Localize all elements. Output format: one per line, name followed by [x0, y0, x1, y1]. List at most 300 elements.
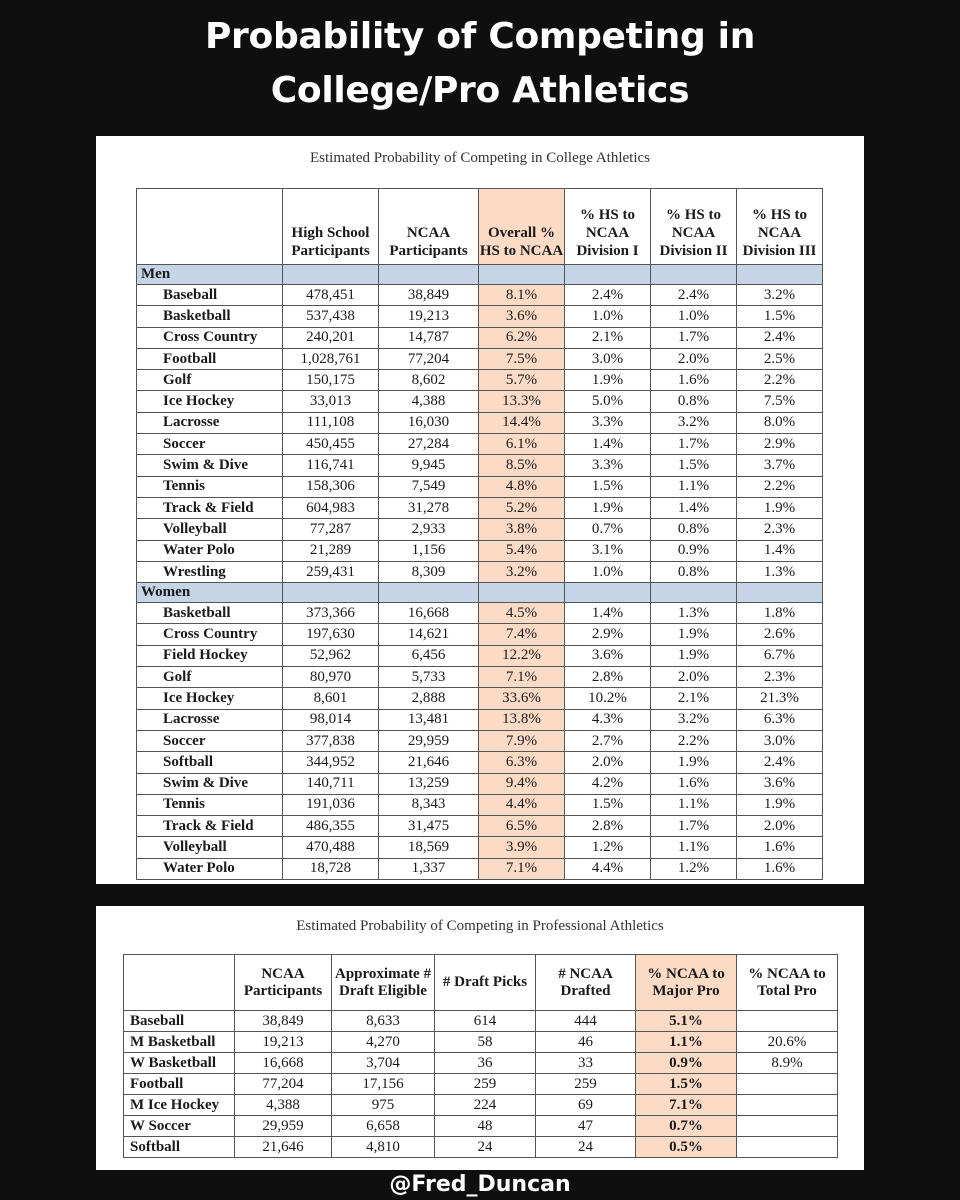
table-row: [137, 434, 823, 455]
table-cell: 1.0%: [565, 561, 651, 582]
table-cell: 5,733: [379, 667, 479, 688]
pro-header-cell: % NCAA to Major Pro: [636, 955, 737, 1011]
sport-name: W Soccer: [124, 1116, 235, 1137]
table-cell: 6,658: [332, 1116, 435, 1137]
table-cell: 3.6%: [565, 645, 651, 666]
table-cell: 29,959: [235, 1116, 332, 1137]
section-band-cell: [379, 265, 479, 285]
pro-header-cell: % NCAA to Total Pro: [737, 955, 838, 1011]
table-cell: 58: [435, 1032, 536, 1053]
table-cell: 2.3%: [737, 667, 823, 688]
table-cell: 259,431: [283, 561, 379, 582]
table-cell: 13.8%: [479, 709, 565, 730]
table-cell: 373,366: [283, 603, 379, 624]
table-cell: 8,309: [379, 561, 479, 582]
table-cell: 259: [435, 1074, 536, 1095]
section-band-cell: [479, 583, 565, 603]
table-cell: 7,549: [379, 476, 479, 497]
pro-table-panel: [96, 906, 864, 1170]
table-cell: 1.0%: [565, 306, 651, 327]
table-cell: 7.1%: [479, 667, 565, 688]
table-cell: 197,630: [283, 624, 379, 645]
table-cell: 1.7%: [651, 434, 737, 455]
table-cell: 2.6%: [737, 624, 823, 645]
college-header-cell: High School Participants: [283, 189, 379, 265]
sport-name: Water Polo: [137, 540, 283, 561]
table-cell: 21,646: [379, 752, 479, 773]
table-cell: 21,289: [283, 540, 379, 561]
table-cell: 2.4%: [565, 285, 651, 306]
table-cell: 5.2%: [479, 497, 565, 518]
table-cell: 1.8%: [737, 603, 823, 624]
table-row: [124, 1137, 838, 1158]
table-cell: 140,711: [283, 773, 379, 794]
table-cell: 2.0%: [737, 816, 823, 837]
table-cell: 14,787: [379, 327, 479, 348]
title-line-2: College/Pro Athletics: [270, 70, 690, 111]
table-cell: 1,337: [379, 858, 479, 879]
table-cell: 52,962: [283, 645, 379, 666]
sport-name: Swim & Dive: [137, 773, 283, 794]
sport-name: Football: [124, 1074, 235, 1095]
section-band-cell: [283, 583, 379, 603]
table-cell: 5.4%: [479, 540, 565, 561]
table-cell: 2.5%: [737, 348, 823, 369]
table-cell: 2.4%: [737, 752, 823, 773]
table-cell: [737, 1116, 838, 1137]
table-cell: 3.6%: [479, 306, 565, 327]
table-cell: 7.9%: [479, 730, 565, 751]
table-cell: 3.1%: [565, 540, 651, 561]
college-header-cell: NCAA Participants: [379, 189, 479, 265]
college-header-cell: % HS to NCAA Division III: [737, 189, 823, 265]
table-cell: 0.8%: [651, 561, 737, 582]
table-row: [137, 837, 823, 858]
section-band-cell: [737, 583, 823, 603]
table-cell: 1.5%: [636, 1074, 737, 1095]
table-cell: 0.7%: [565, 519, 651, 540]
page-title: [0, 10, 960, 118]
table-cell: 8,602: [379, 370, 479, 391]
table-row: [137, 391, 823, 412]
pro-header-cell: NCAA Participants: [235, 955, 332, 1011]
table-cell: 2.2%: [651, 730, 737, 751]
table-cell: 158,306: [283, 476, 379, 497]
pro-table-header-row: [124, 955, 838, 1011]
table-cell: 10.2%: [565, 688, 651, 709]
college-header-cell: % HS to NCAA Division I: [565, 189, 651, 265]
table-cell: 3.0%: [737, 730, 823, 751]
table-cell: 8.0%: [737, 412, 823, 433]
sport-name: Baseball: [137, 285, 283, 306]
table-cell: [737, 1095, 838, 1116]
table-cell: 6.3%: [737, 709, 823, 730]
sport-name: M Basketball: [124, 1032, 235, 1053]
sport-name: Golf: [137, 667, 283, 688]
table-cell: 6.2%: [479, 327, 565, 348]
sport-name: Water Polo: [137, 858, 283, 879]
sport-name: M Ice Hockey: [124, 1095, 235, 1116]
table-cell: 19,213: [379, 306, 479, 327]
table-cell: 2.4%: [737, 327, 823, 348]
table-cell: 7.1%: [479, 858, 565, 879]
table-cell: 5.0%: [565, 391, 651, 412]
table-cell: 3.7%: [737, 455, 823, 476]
table-cell: 18,728: [283, 858, 379, 879]
table-cell: 537,438: [283, 306, 379, 327]
table-cell: 2.7%: [565, 730, 651, 751]
table-cell: 2.9%: [737, 434, 823, 455]
table-cell: 1.1%: [651, 476, 737, 497]
table-cell: 191,036: [283, 794, 379, 815]
table-cell: 21.3%: [737, 688, 823, 709]
table-row: [124, 1032, 838, 1053]
table-cell: 0.7%: [636, 1116, 737, 1137]
table-cell: 2.1%: [651, 688, 737, 709]
table-cell: 21,646: [235, 1137, 332, 1158]
table-cell: 1,028,761: [283, 348, 379, 369]
table-cell: 450,455: [283, 434, 379, 455]
table-cell: 344,952: [283, 752, 379, 773]
table-cell: 3.9%: [479, 837, 565, 858]
table-cell: [737, 1137, 838, 1158]
table-cell: 3.2%: [651, 412, 737, 433]
table-cell: 2.1%: [565, 327, 651, 348]
sport-name: Track & Field: [137, 497, 283, 518]
table-cell: 4,388: [379, 391, 479, 412]
sport-name: Softball: [124, 1137, 235, 1158]
table-cell: 13,481: [379, 709, 479, 730]
table-cell: 2,888: [379, 688, 479, 709]
table-row: [137, 370, 823, 391]
table-cell: 6.1%: [479, 434, 565, 455]
table-cell: 1.2%: [651, 858, 737, 879]
sport-name: Lacrosse: [137, 412, 283, 433]
table-row: [137, 285, 823, 306]
table-cell: 3.8%: [479, 519, 565, 540]
table-row: [137, 773, 823, 794]
table-cell: 47: [536, 1116, 636, 1137]
table-row: [137, 858, 823, 879]
sport-name: Ice Hockey: [137, 391, 283, 412]
pro-table-caption: Estimated Probability of Competing in Professional Athletics: [296, 918, 664, 934]
college-table-header-row: [137, 189, 823, 265]
table-cell: 31,278: [379, 497, 479, 518]
table-cell: 13,259: [379, 773, 479, 794]
table-cell: 31,475: [379, 816, 479, 837]
table-cell: 150,175: [283, 370, 379, 391]
table-cell: 16,668: [235, 1053, 332, 1074]
table-cell: 486,355: [283, 816, 379, 837]
table-cell: 5.7%: [479, 370, 565, 391]
table-cell: 77,287: [283, 519, 379, 540]
table-cell: 1.2%: [565, 837, 651, 858]
table-cell: 7.5%: [737, 391, 823, 412]
table-cell: 1,156: [379, 540, 479, 561]
table-row: [137, 709, 823, 730]
table-cell: 2.8%: [565, 667, 651, 688]
table-cell: 1.7%: [651, 816, 737, 837]
table-cell: 1.4%: [737, 540, 823, 561]
table-cell: 4.4%: [565, 858, 651, 879]
pro-table: [123, 954, 838, 1158]
table-cell: 7.1%: [636, 1095, 737, 1116]
table-cell: 2.0%: [651, 348, 737, 369]
sport-name: Track & Field: [137, 816, 283, 837]
table-cell: 1.1%: [651, 794, 737, 815]
table-cell: 16,668: [379, 603, 479, 624]
table-row: [137, 794, 823, 815]
table-cell: [737, 1074, 838, 1095]
table-cell: 111,108: [283, 412, 379, 433]
table-row: [137, 540, 823, 561]
table-cell: 6.7%: [737, 645, 823, 666]
table-cell: 1.9%: [737, 794, 823, 815]
table-cell: 36: [435, 1053, 536, 1074]
sport-name: Tennis: [137, 794, 283, 815]
college-header-cell: Overall % HS to NCAA: [479, 189, 565, 265]
table-cell: 3.2%: [651, 709, 737, 730]
pro-header-cell: # NCAA Drafted: [536, 955, 636, 1011]
sport-name: Wrestling: [137, 561, 283, 582]
title-line-1: Probability of Competing in: [204, 16, 756, 57]
table-cell: 29,959: [379, 730, 479, 751]
table-row: [137, 645, 823, 666]
section-band-cell: [651, 583, 737, 603]
table-cell: 3.3%: [565, 412, 651, 433]
section-band-cell: [565, 583, 651, 603]
table-cell: 240,201: [283, 327, 379, 348]
sport-name: Basketball: [137, 306, 283, 327]
table-cell: 1.6%: [651, 370, 737, 391]
table-cell: 0.5%: [636, 1137, 737, 1158]
sport-name: Basketball: [137, 603, 283, 624]
table-row: [124, 1116, 838, 1137]
table-cell: 4.5%: [479, 603, 565, 624]
table-row: [137, 497, 823, 518]
table-cell: 19,213: [235, 1032, 332, 1053]
sport-name: Softball: [137, 752, 283, 773]
table-cell: 48: [435, 1116, 536, 1137]
table-cell: 259: [536, 1074, 636, 1095]
table-cell: 2.2%: [737, 476, 823, 497]
sport-name: Swim & Dive: [137, 455, 283, 476]
table-cell: 3.0%: [565, 348, 651, 369]
table-cell: 8,601: [283, 688, 379, 709]
sport-name: Football: [137, 348, 283, 369]
table-cell: 4,810: [332, 1137, 435, 1158]
table-cell: 377,838: [283, 730, 379, 751]
sport-name: Soccer: [137, 730, 283, 751]
table-row: [137, 624, 823, 645]
table-cell: 1.6%: [737, 858, 823, 879]
table-cell: 3.2%: [479, 561, 565, 582]
table-cell: 116,741: [283, 455, 379, 476]
sport-name: Golf: [137, 370, 283, 391]
table-row: [137, 306, 823, 327]
table-cell: 14,621: [379, 624, 479, 645]
table-cell: 0.8%: [651, 519, 737, 540]
table-cell: 16,030: [379, 412, 479, 433]
table-cell: 1.0%: [651, 306, 737, 327]
table-cell: 2.0%: [651, 667, 737, 688]
table-cell: 1.7%: [651, 327, 737, 348]
table-cell: 1.9%: [651, 624, 737, 645]
table-cell: 17,156: [332, 1074, 435, 1095]
table-cell: 1.1%: [651, 837, 737, 858]
table-cell: 2.9%: [565, 624, 651, 645]
table-row: [124, 1053, 838, 1074]
table-cell: 0.9%: [651, 540, 737, 561]
table-cell: 4,388: [235, 1095, 332, 1116]
table-cell: 478,451: [283, 285, 379, 306]
college-table: [136, 188, 823, 880]
table-cell: 7.5%: [479, 348, 565, 369]
sport-name: Field Hockey: [137, 645, 283, 666]
section-row: [137, 265, 823, 285]
table-cell: 14.4%: [479, 412, 565, 433]
table-cell: 8.9%: [737, 1053, 838, 1074]
table-cell: 13.3%: [479, 391, 565, 412]
college-table-caption: Estimated Probability of Competing in College Athletics: [310, 150, 650, 166]
sport-name: Baseball: [124, 1011, 235, 1032]
table-row: [137, 476, 823, 497]
table-cell: 1.5%: [737, 306, 823, 327]
table-cell: 33.6%: [479, 688, 565, 709]
table-cell: 614: [435, 1011, 536, 1032]
table-cell: 975: [332, 1095, 435, 1116]
table-row: [137, 561, 823, 582]
table-cell: 470,488: [283, 837, 379, 858]
table-row: [137, 348, 823, 369]
table-cell: 0.9%: [636, 1053, 737, 1074]
table-cell: 24: [435, 1137, 536, 1158]
table-cell: 4.2%: [565, 773, 651, 794]
table-cell: 3.3%: [565, 455, 651, 476]
table-row: [137, 730, 823, 751]
table-cell: 4.4%: [479, 794, 565, 815]
pro-header-cell: # Draft Picks: [435, 955, 536, 1011]
table-cell: 3.2%: [737, 285, 823, 306]
pro-header-cell: Approximate # Draft Eligible: [332, 955, 435, 1011]
table-row: [137, 412, 823, 433]
college-header-cell: % HS to NCAA Division II: [651, 189, 737, 265]
table-cell: 5.1%: [636, 1011, 737, 1032]
author-handle: @Fred_Duncan: [389, 1172, 571, 1197]
college-table-panel: [96, 136, 864, 884]
table-row: [124, 1074, 838, 1095]
table-cell: 9.4%: [479, 773, 565, 794]
table-cell: 224: [435, 1095, 536, 1116]
table-cell: 20.6%: [737, 1032, 838, 1053]
table-cell: 33: [536, 1053, 636, 1074]
sport-name: Volleyball: [137, 837, 283, 858]
section-row: [137, 583, 823, 603]
table-cell: 0.8%: [651, 391, 737, 412]
table-cell: 8.1%: [479, 285, 565, 306]
table-cell: 1.3%: [737, 561, 823, 582]
section-label: Women: [137, 583, 283, 603]
table-cell: 8.5%: [479, 455, 565, 476]
table-cell: 1.3%: [651, 603, 737, 624]
table-cell: 2.2%: [737, 370, 823, 391]
table-cell: 7.4%: [479, 624, 565, 645]
sport-name: Cross Country: [137, 327, 283, 348]
table-cell: 1.1%: [636, 1032, 737, 1053]
table-cell: 3,704: [332, 1053, 435, 1074]
table-row: [137, 752, 823, 773]
sport-name: W Basketball: [124, 1053, 235, 1074]
table-cell: 604,983: [283, 497, 379, 518]
table-cell: 2.3%: [737, 519, 823, 540]
table-cell: 46: [536, 1032, 636, 1053]
college-header-cell: [137, 189, 283, 265]
table-cell: 6,456: [379, 645, 479, 666]
table-cell: 1.5%: [565, 794, 651, 815]
section-label: Men: [137, 265, 283, 285]
sport-name: Ice Hockey: [137, 688, 283, 709]
table-cell: 24: [536, 1137, 636, 1158]
table-cell: 6.5%: [479, 816, 565, 837]
section-band-cell: [651, 265, 737, 285]
table-cell: 4,270: [332, 1032, 435, 1053]
table-cell: 80,970: [283, 667, 379, 688]
table-cell: 1.4%: [651, 497, 737, 518]
table-cell: 2,933: [379, 519, 479, 540]
table-cell: 77,204: [379, 348, 479, 369]
table-cell: 1.9%: [565, 497, 651, 518]
table-cell: 27,284: [379, 434, 479, 455]
table-cell: 1.6%: [737, 837, 823, 858]
table-cell: 1.4%: [565, 603, 651, 624]
section-band-cell: [737, 265, 823, 285]
table-cell: 38,849: [379, 285, 479, 306]
table-row: [137, 688, 823, 709]
section-band-cell: [565, 265, 651, 285]
table-cell: 1.9%: [651, 645, 737, 666]
table-cell: 1.9%: [565, 370, 651, 391]
table-cell: 4.3%: [565, 709, 651, 730]
table-row: [137, 327, 823, 348]
table-cell: 1.6%: [651, 773, 737, 794]
table-cell: 444: [536, 1011, 636, 1032]
sport-name: Cross Country: [137, 624, 283, 645]
table-cell: 1.9%: [737, 497, 823, 518]
table-cell: 33,013: [283, 391, 379, 412]
sport-name: Tennis: [137, 476, 283, 497]
table-row: [137, 519, 823, 540]
section-band-cell: [379, 583, 479, 603]
table-row: [124, 1011, 838, 1032]
table-cell: 1.4%: [565, 434, 651, 455]
table-cell: 18,569: [379, 837, 479, 858]
table-row: [137, 603, 823, 624]
table-cell: 3.6%: [737, 773, 823, 794]
sport-name: Lacrosse: [137, 709, 283, 730]
table-row: [124, 1095, 838, 1116]
table-row: [137, 816, 823, 837]
table-cell: [737, 1011, 838, 1032]
table-cell: 2.0%: [565, 752, 651, 773]
table-cell: 98,014: [283, 709, 379, 730]
table-cell: 8,343: [379, 794, 479, 815]
table-cell: 8,633: [332, 1011, 435, 1032]
sport-name: Soccer: [137, 434, 283, 455]
table-row: [137, 667, 823, 688]
table-cell: 9,945: [379, 455, 479, 476]
table-cell: 12.2%: [479, 645, 565, 666]
sport-name: Volleyball: [137, 519, 283, 540]
